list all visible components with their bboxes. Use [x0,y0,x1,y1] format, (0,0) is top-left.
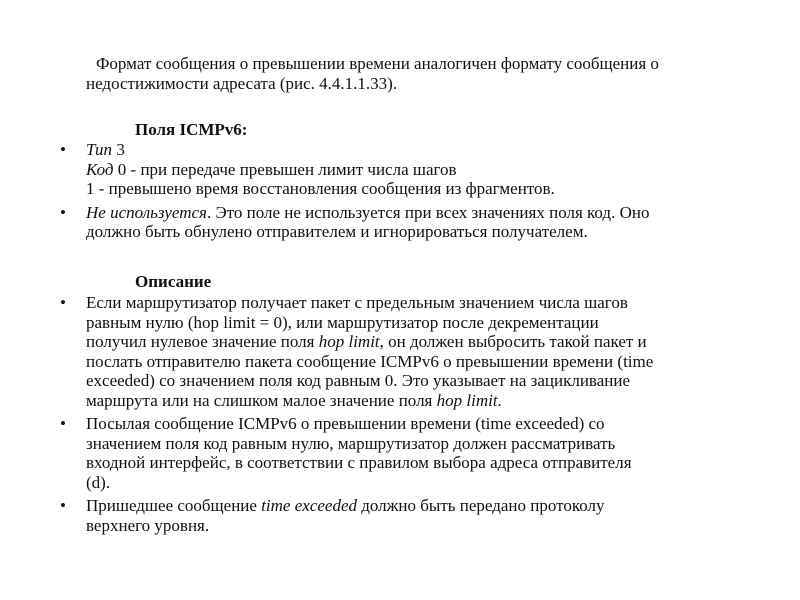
unused-text-2: должно быть обнулено отправителем и игнорироваться получателем. [86,222,588,241]
desc-p2-d: (d). [86,472,111,492]
desc-p1-e: exceeded) со значением поля код равным 0. Это указывает на зацикливание [86,371,630,390]
desc-p1-f-italic: hop limit [436,390,498,410]
unused-label: Не используется [86,202,207,222]
bullet-icon: • [60,496,66,515]
intro-paragraph [86,54,776,93]
bullet-icon: • [60,293,66,312]
code-value-1: 1 - превышено время восстановления сообщения из фрагментов. [86,179,555,198]
list-item [60,293,780,410]
desc-p3-a-end: должно быть передано протоколу [357,496,605,515]
desc-p3-b: верхнего уровня. [86,515,210,535]
bullet-icon: • [60,140,66,159]
bullet-icon: • [60,202,66,222]
bullet-icon: • [60,414,66,433]
intro-line-1: Формат сообщения о превышении времени аналогичен формату сообщения о [96,54,659,73]
intro-line-2: недостижимости адресата (рис. 4.4.1.1.33). [86,73,398,93]
list-item [60,140,780,199]
desc-p1-f: маршрута или на слишком малое значение поля [86,390,437,410]
desc-p1-c: получил нулевое значение поля [86,332,319,351]
unused-text-1: . Это поле не используется при всех значениях поля код. Оно [206,202,650,222]
code-value: 0 - при передаче превышен лимит числа шагов [113,159,457,179]
code-label: Код [86,159,114,179]
desc-p1-b: равным нулю (hop limit = 0), или маршрутизатор после декрементации [86,312,599,332]
desc-p2-c: входной интерфейс, в соответствии с правилом выбора адреса отправителя [86,453,632,472]
desc-p2-a: Посылая сообщение ICMPv6 о превышении времени (time exceeded) со [86,414,605,433]
list-item [60,414,780,492]
type-value: 3 [112,140,125,159]
desc-p1-c-end: , он должен выбросить такой пакет и [379,332,647,351]
desc-p1-d: послать отправителю пакета сообщение ICMPv6 о превышении времени (time [86,351,654,371]
desc-p3-a-italic: time exceeded [261,496,357,515]
fields-heading: Поля ICMPv6: [135,120,248,139]
desc-p1-a: Если маршрутизатор получает пакет с предельным значением числа шагов [86,293,628,312]
desc-p3-a: Пришедшее сообщение [86,496,262,515]
description-list [60,293,780,535]
desc-p1-c-italic: hop limit [318,332,380,351]
list-item [60,496,780,535]
description-heading: Описание [135,272,212,291]
desc-p1-f-end: . [497,390,502,410]
fields-list [60,140,780,242]
type-label: Тип [86,140,113,159]
list-item [60,203,780,242]
desc-p2-b: значением поля код равным нулю, маршрутизатор должен рассматривать [86,433,616,453]
